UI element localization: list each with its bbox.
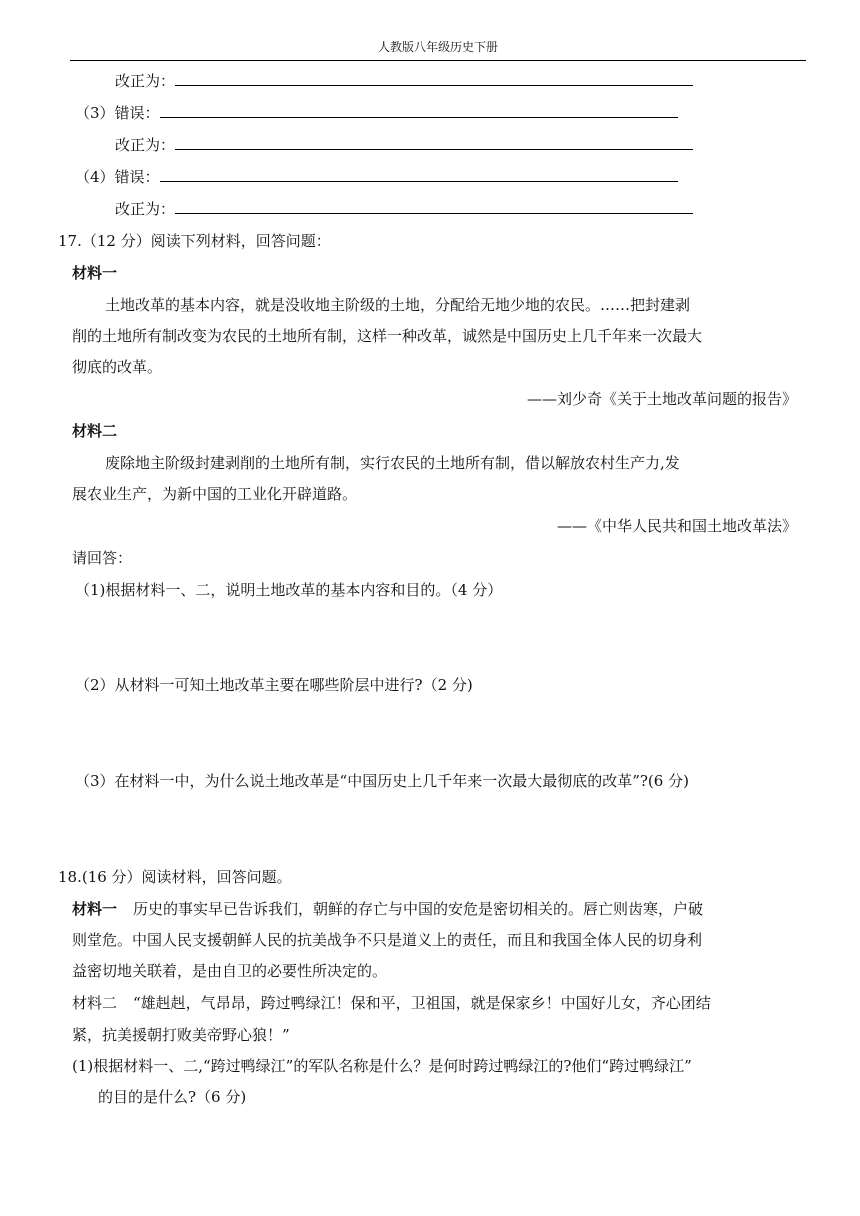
error-label: 错误： — [114, 104, 160, 122]
q18-stem: 18.(16 分）阅读材料，回答问题。 — [58, 868, 292, 886]
header-title: 人教版八年级历史下册 — [377, 40, 498, 54]
q17-question-3: （3）在材料一中，为什么说土地改革是“中国历史上几千年来一次最大最彻底的改革”?(6 分) — [75, 772, 689, 790]
q18-material1-text: 历史的事实早已告诉我们，朝鲜的存亡与中国的安危是密切相关的。唇亡则齿寒，户破 — [133, 900, 704, 918]
q17-material2-line: 展农业生产，为新中国的工业化开辟道路。 — [72, 485, 358, 503]
q17-material2-line: 废除地主阶级封建剥削的土地所有制，实行农民的土地所有制，借以解放农村生产力,发 — [105, 454, 680, 472]
q17-material1-label: 材料一 — [72, 264, 118, 282]
q17-material2-source: ——《中华人民共和国土地改革法》 — [556, 517, 797, 535]
error-line-4 — [75, 167, 678, 187]
error-line-3 — [75, 103, 678, 123]
fix-label: 改正为： — [115, 136, 176, 154]
q17-material1-line: 土地改革的基本内容，就是没收地主阶级的土地，分配给无地少地的农民。……把封建剥 — [105, 296, 691, 314]
fix-line-4 — [115, 199, 693, 219]
q17-question-2: （2）从材料一可知土地改革主要在哪些阶层中进行?（2 分) — [75, 676, 473, 694]
q18-material1-line: 则堂危。中国人民支援朝鲜人民的抗美战争不只是道义上的责任，而且和我国全体人民的切身利 — [72, 931, 703, 949]
q17-prompt: 请回答： — [72, 549, 133, 567]
q17-material2-label: 材料二 — [72, 422, 118, 440]
q18-material2-label: 材料二 — [72, 994, 118, 1012]
page-header — [70, 38, 806, 61]
q18-material1-label: 材料一 — [72, 900, 118, 918]
q18-material2-line-1 — [72, 993, 711, 1013]
answer-blank[interactable] — [175, 135, 693, 150]
fix-line-2 — [115, 71, 693, 91]
q17-question-1: （1)根据材料一、二，说明土地改革的基本内容和目的。（4 分） — [75, 581, 503, 599]
q18-material2-text: “雄赳赳，气昂昂，跨过鸭绿江！保和平，卫祖国，就是保家乡！中国好儿女，齐心团结 — [133, 994, 711, 1012]
q17-stem: 17.（12 分）阅读下列材料，回答问题： — [58, 232, 331, 250]
q17-material1-line: 彻底的改革。 — [72, 358, 163, 376]
answer-blank[interactable] — [175, 71, 693, 86]
item-number: （3） — [75, 104, 115, 122]
fix-line-3 — [115, 135, 693, 155]
error-label: 错误： — [114, 168, 160, 186]
answer-blank[interactable] — [160, 167, 678, 182]
fix-label: 改正为： — [115, 72, 176, 90]
fix-label: 改正为： — [115, 200, 176, 218]
q18-material1-line-1 — [72, 899, 703, 919]
answer-blank[interactable] — [175, 199, 693, 214]
q18-material2-line: 紧，抗美援朝打败美帝野心狼！” — [72, 1026, 290, 1044]
answer-blank[interactable] — [160, 103, 678, 118]
item-number: （4） — [75, 168, 115, 186]
q18-material1-line: 益密切地关联着，是由自卫的必要性所决定的。 — [72, 962, 388, 980]
q17-material1-line: 削的土地所有制改变为农民的土地所有制，这样一种改革，诚然是中国历史上几千年来一次最大 — [72, 327, 703, 345]
q18-question-1-cont: 的目的是什么?（6 分) — [98, 1088, 247, 1106]
q18-question-1: (1)根据材料一、二,“跨过鸭绿江”的军队名称是什么？是何时跨过鸭绿江的?他们“跨过鸭绿江” — [72, 1057, 692, 1075]
q17-material1-source: ——刘少奇《关于土地改革问题的报告》 — [526, 390, 797, 408]
